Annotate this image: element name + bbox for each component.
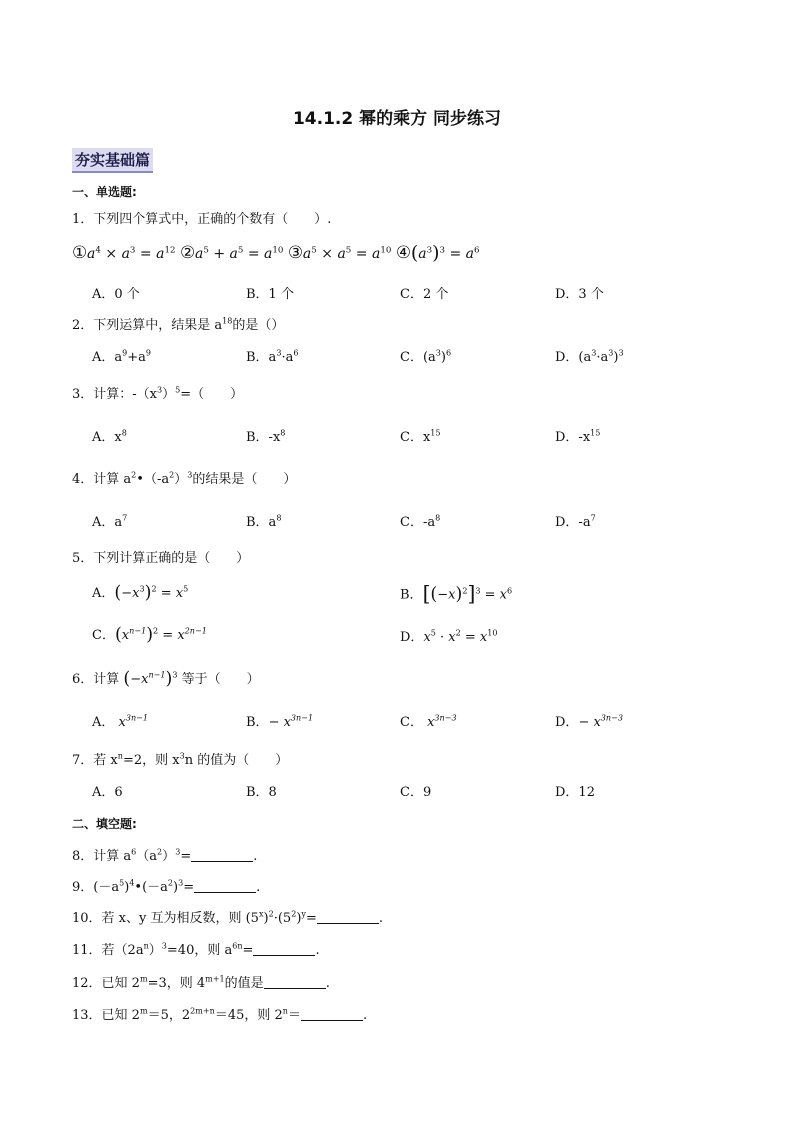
section-heading: 夯实基础篇	[72, 148, 153, 173]
question-5-option-a[interactable]: A．$(-x^3)^2 = x^5$	[92, 583, 189, 604]
question-6-option-b[interactable]: B．− $x^{3n-1}$	[246, 713, 314, 730]
answer-blank[interactable]	[301, 1008, 363, 1021]
question-6-option-d[interactable]: D．− $x^{3n-3}$	[555, 713, 623, 730]
question-3-option-c[interactable]: C．$x^{15}$	[400, 428, 441, 445]
question-2-option-c[interactable]: C．$(a^3)^6$	[400, 348, 452, 365]
question-3-option-d[interactable]: D．$-x^{15}$	[555, 428, 601, 445]
question-2-option-b[interactable]: B．$a^3\cdot a^6$	[246, 348, 299, 365]
question-4-stem: 4．计算 $a^2•(-a^2)^3$的结果是（ ）	[72, 470, 297, 487]
answer-blank[interactable]	[253, 943, 315, 956]
question-5-option-b[interactable]: B．$[(-x)^2]^3 = x^6$	[400, 582, 513, 606]
question-11-stem: 11．若$(2a^n)^3=40$，则 $a^{6n}=$ .	[72, 941, 320, 958]
question-7-stem: 7．若 $x^n=2$，则 $x^3n$ 的值为（ ）	[72, 751, 289, 768]
answer-blank[interactable]	[194, 880, 256, 893]
answer-blank[interactable]	[264, 976, 326, 989]
question-2-option-a[interactable]: A．$a^9+a^9$	[92, 348, 152, 365]
question-2-stem: 2．下列运算中，结果是 $a^{18}$的是（）	[72, 316, 285, 333]
question-6-option-c[interactable]: C． $x^{3n-3}$	[400, 713, 457, 730]
question-1-stem: 1．下列四个算式中，正确的个数有（ ）.	[72, 212, 332, 227]
question-10-stem: 10．若 x、y 互为相反数，则 $(5^x)^2\cdot(5^2)^y=$ .	[72, 909, 383, 926]
question-7-option-c[interactable]: C．9	[400, 785, 432, 800]
question-3-option-a[interactable]: A．$x^8$	[92, 428, 127, 445]
question-13-stem: 13．已知 $2^m=5$，$2^{2m+n}=45$，则 $2^n=$ .	[72, 1006, 368, 1023]
answer-blank[interactable]	[317, 911, 379, 924]
question-1-option-a[interactable]: A．0 个	[92, 287, 140, 302]
answer-blank[interactable]	[191, 849, 253, 862]
question-12-stem: 12．已知 $2^m=3$，则 $4^{m+1}$的值是 .	[72, 974, 330, 991]
question-5-option-d[interactable]: D．$x^5 \cdot x^2 = x^{10}$	[400, 628, 498, 645]
question-9-stem: 9．$(-a^5)^4•(-a^2)^3=$ .	[72, 878, 261, 895]
question-4-option-b[interactable]: B．$a^8$	[246, 513, 282, 530]
question-5-option-c[interactable]: C．$(x^{n-1})^2 = x^{2n-1}$	[92, 625, 207, 646]
question-4-option-d[interactable]: D．$-a^7$	[555, 513, 596, 530]
question-4-option-a[interactable]: A．$a^7$	[92, 513, 128, 530]
part-heading-single-choice: 一、单选题:	[72, 185, 137, 199]
question-7-option-a[interactable]: A．6	[92, 785, 123, 800]
question-7-option-b[interactable]: B．8	[246, 785, 277, 800]
page-title: 14.1.2 幂的乘方 同步练习	[292, 109, 502, 129]
question-6-option-a[interactable]: A． $x^{3n-1}$	[92, 713, 149, 730]
question-1-option-d[interactable]: D．3 个	[555, 287, 604, 302]
question-4-option-c[interactable]: C．$-a^8$	[400, 513, 441, 530]
question-2-option-d[interactable]: D．$(a^3\cdot a^3)^3$	[555, 348, 624, 365]
question-5-stem: 5．下列计算正确的是（ ）	[72, 551, 250, 566]
question-8-stem: 8．计算 $a^6(a^2)^3=$ .	[72, 847, 258, 864]
question-3-stem: 3．计算：$-(x^3)^5=$（ ）	[72, 385, 244, 402]
question-7-option-d[interactable]: D．12	[555, 785, 595, 800]
question-1-option-b[interactable]: B．1 个	[246, 287, 294, 302]
question-3-option-b[interactable]: B．$-x^8$	[246, 428, 286, 445]
question-1-expressions: $①a^4 \times a^3 = a^{12}$ $②a^5 + a^5 = a^{10}$ $③a^5 \times a^5 = a^{10}$ $④(a^3)^3 = a^6$	[72, 242, 480, 265]
part-heading-fill-in: 二、填空题:	[72, 817, 137, 831]
question-6-stem: 6．计算 $(-x^{n-1})^3$ 等于（ ）	[72, 669, 260, 690]
question-1-option-c[interactable]: C．2 个	[400, 287, 449, 302]
